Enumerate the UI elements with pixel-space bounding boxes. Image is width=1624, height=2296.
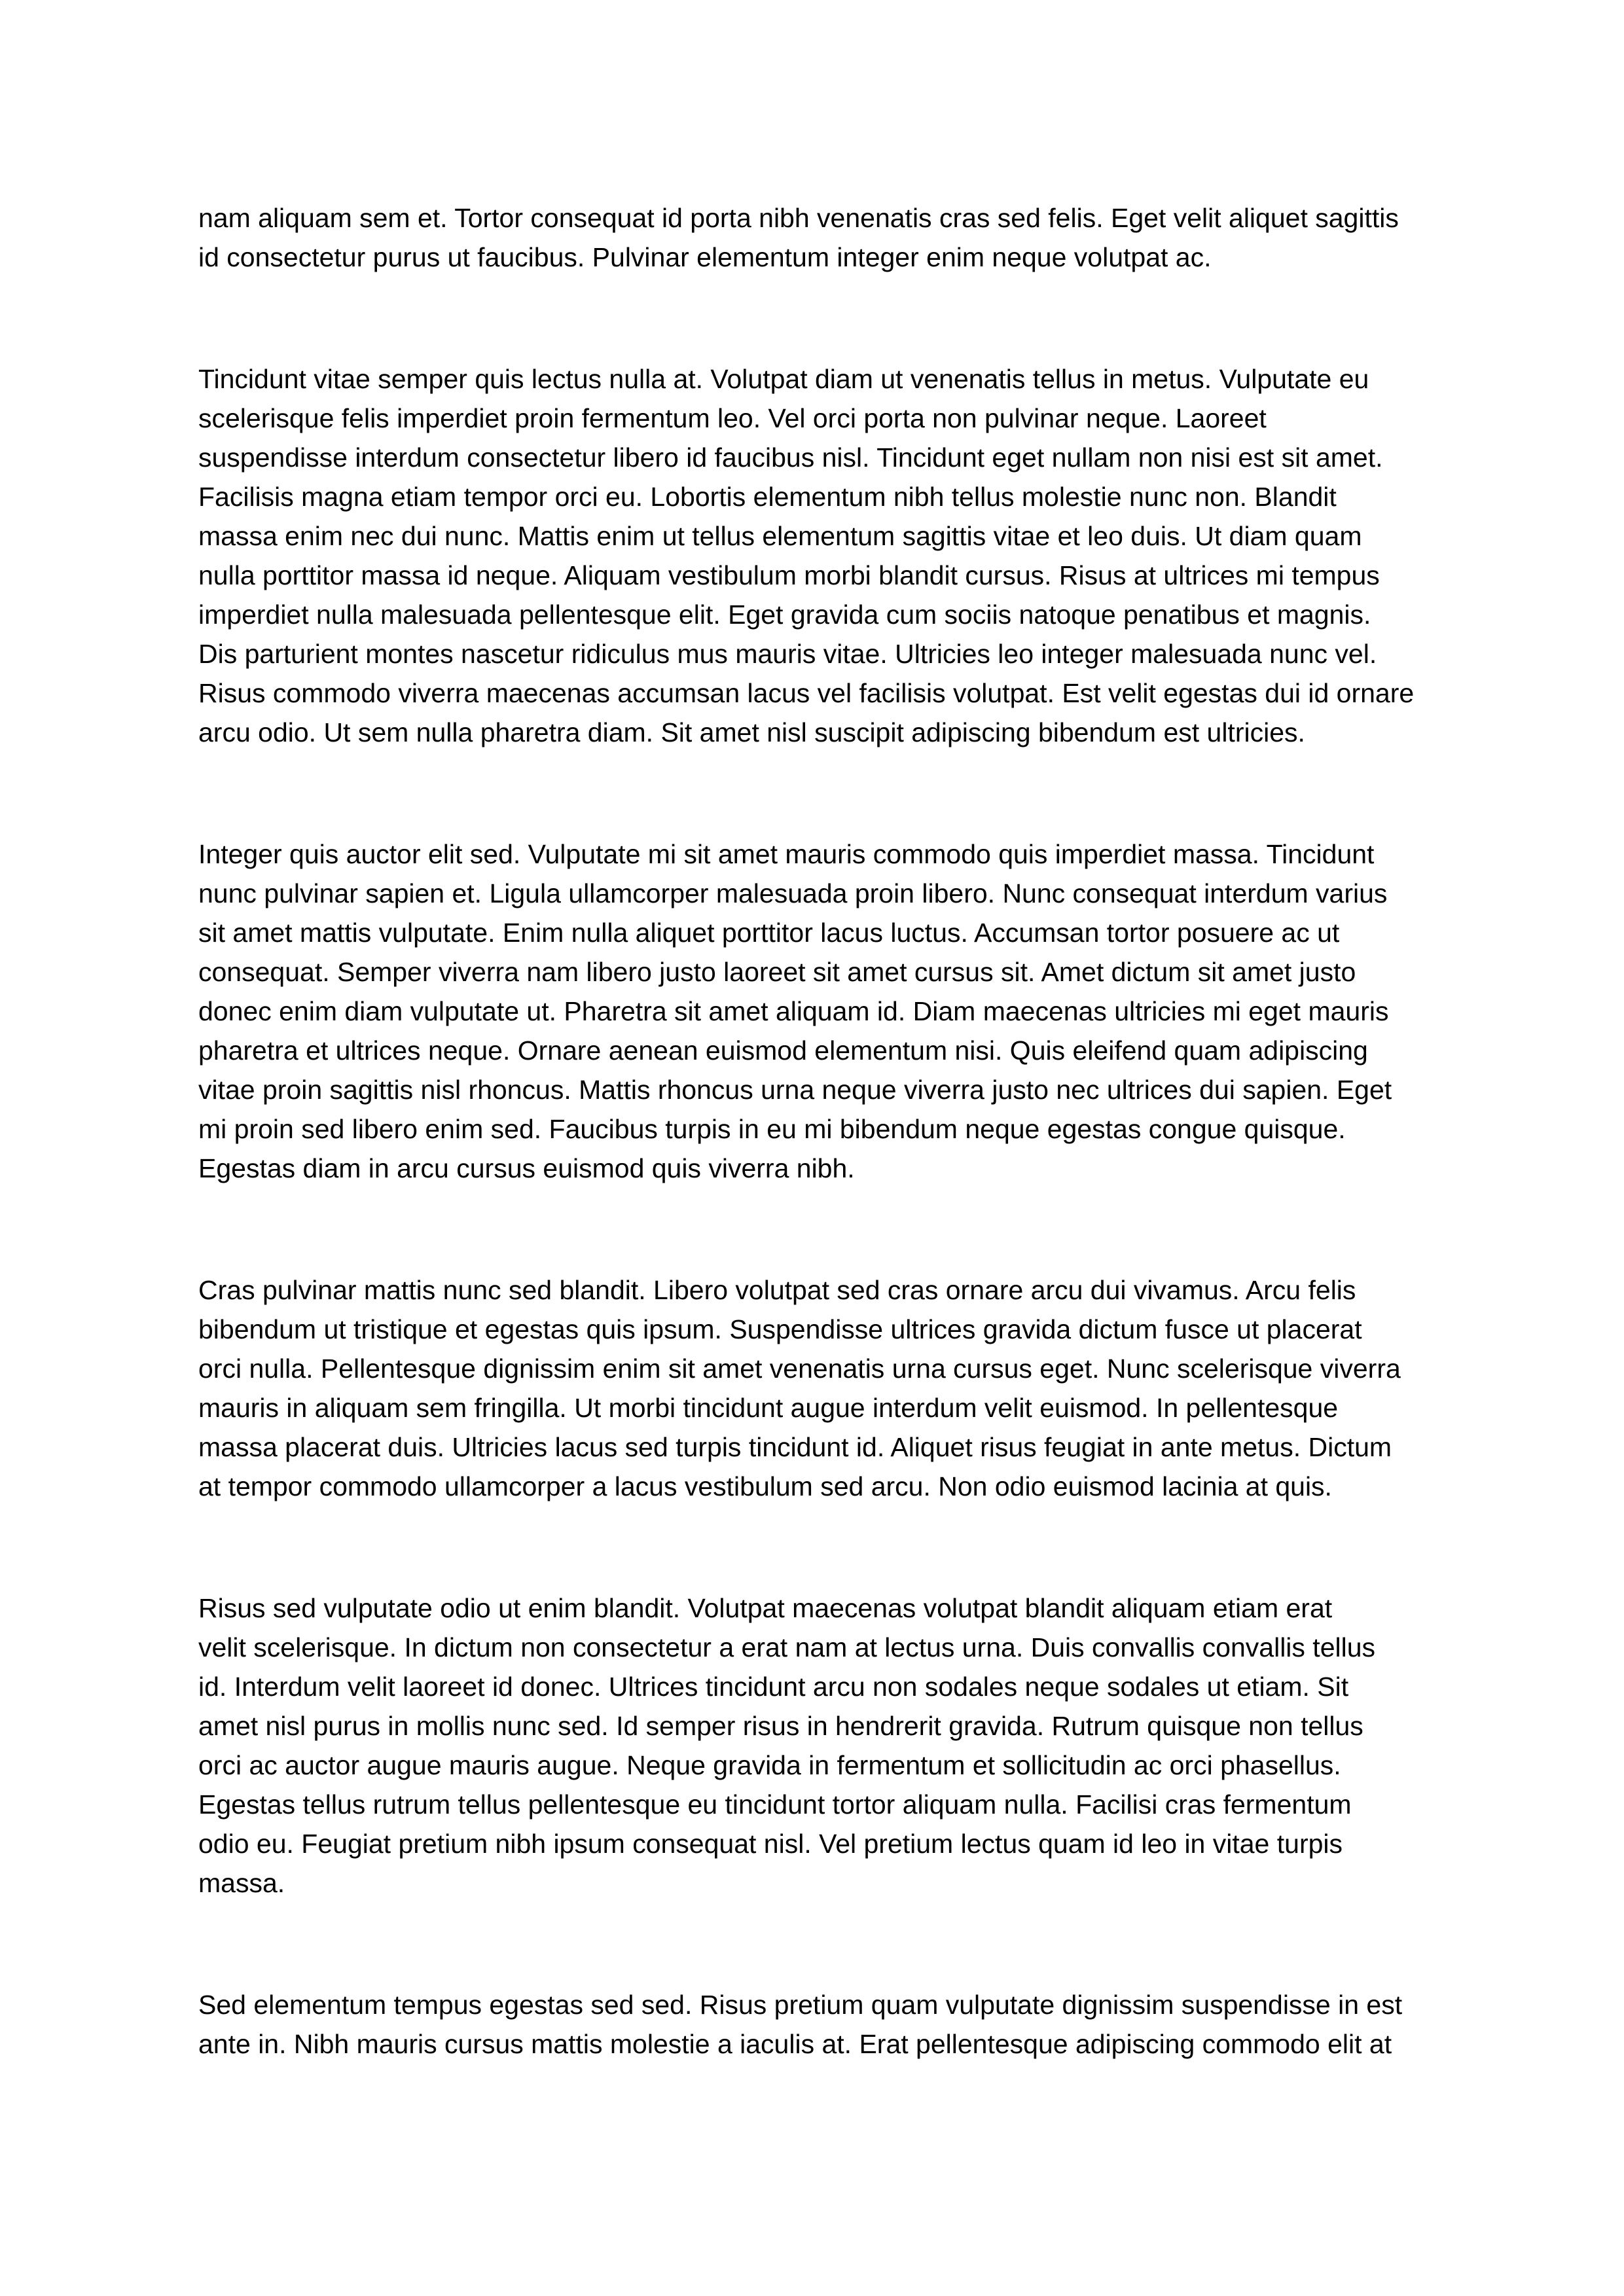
text-line: mauris in aliquam sem fringilla. Ut morbi tincidunt augue interdum velit euismod. In pellentesque bbox=[198, 1393, 1339, 1423]
text-line: suspendisse interdum consectetur libero id faucibus nisl. Tincidunt eget nullam non nisi est sit amet. bbox=[198, 442, 1383, 473]
text-line: pharetra et ultrices neque. Ornare aenean euismod elementum nisi. Quis eleifend quam adipiscing bbox=[198, 1035, 1368, 1066]
text-line: orci ac auctor augue mauris augue. Neque gravida in fermentum et sollicitudin ac orci phasellus. bbox=[198, 1750, 1341, 1780]
text-line: massa enim nec dui nunc. Mattis enim ut tellus elementum sagittis vitae et leo duis. Ut diam quam bbox=[198, 521, 1362, 551]
text-line: consequat. Semper viverra nam libero justo laoreet sit amet cursus sit. Amet dictum sit amet justo bbox=[198, 957, 1356, 987]
paragraph-6 bbox=[198, 1985, 1442, 2064]
text-line: Risus commodo viverra maecenas accumsan lacus vel facilisis volutpat. Est velit egestas dui id ornare bbox=[198, 678, 1415, 708]
text-line: orci nulla. Pellentesque dignissim enim sit amet venenatis urna cursus eget. Nunc scelerisque viverra bbox=[198, 1354, 1401, 1384]
text-line: at tempor commodo ullamcorper a lacus vestibulum sed arcu. Non odio euismod lacinia at quis. bbox=[198, 1471, 1332, 1501]
text-line: Tincidunt vitae semper quis lectus nulla at. Volutpat diam ut venenatis tellus in metus. Vulputate eu bbox=[198, 364, 1369, 394]
text-line: Facilisis magna etiam tempor orci eu. Lobortis elementum nibh tellus molestie nunc non. Blandit bbox=[198, 482, 1337, 512]
text-line: nunc pulvinar sapien et. Ligula ullamcorper malesuada proin libero. Nunc consequat interdum varius bbox=[198, 878, 1388, 908]
text-line: bibendum ut tristique et egestas quis ipsum. Suspendisse ultrices gravida dictum fusce ut placerat bbox=[198, 1314, 1362, 1344]
paragraph-3 bbox=[198, 834, 1442, 1188]
text-line: velit scelerisque. In dictum non consectetur a erat nam at lectus urna. Duis convallis convallis tellus bbox=[198, 1632, 1376, 1662]
text-line: odio eu. Feugiat pretium nibh ipsum consequat nisl. Vel pretium lectus quam id leo in vitae turpis bbox=[198, 1829, 1343, 1859]
text-line: id consectetur purus ut faucibus. Pulvinar elementum integer enim neque volutpat ac. bbox=[198, 242, 1212, 272]
text-line: imperdiet nulla malesuada pellentesque elit. Eget gravida cum sociis natoque penatibus et magnis. bbox=[198, 600, 1371, 630]
text-line: ante in. Nibh mauris cursus mattis molestie a iaculis at. Erat pellentesque adipiscing commodo elit at bbox=[198, 2029, 1392, 2059]
text-line: Sed elementum tempus egestas sed sed. Risus pretium quam vulputate dignissim suspendisse in est bbox=[198, 1990, 1403, 2020]
text-line: scelerisque felis imperdiet proin fermentum leo. Vel orci porta non pulvinar neque. Laoreet bbox=[198, 403, 1267, 433]
text-line: massa placerat duis. Ultricies lacus sed turpis tincidunt id. Aliquet risus feugiat in ante metus. Dictum bbox=[198, 1432, 1392, 1462]
text-line: donec enim diam vulputate ut. Pharetra sit amet aliquam id. Diam maecenas ultricies mi eget mauris bbox=[198, 996, 1389, 1026]
text-line: Integer quis auctor elit sed. Vulputate mi sit amet mauris commodo quis imperdiet massa. Tincidunt bbox=[198, 839, 1375, 869]
text-line: Dis parturient montes nascetur ridiculus mus mauris vitae. Ultricies leo integer malesuada nunc vel. bbox=[198, 639, 1377, 669]
paragraph-4 bbox=[198, 1270, 1442, 1506]
paragraph-5 bbox=[198, 1588, 1442, 1903]
text-line: massa. bbox=[198, 1868, 285, 1898]
text-line: sit amet mattis vulputate. Enim nulla aliquet porttitor lacus luctus. Accumsan tortor posuere ac ut bbox=[198, 918, 1340, 948]
text-line: Egestas tellus rutrum tellus pellentesque eu tincidunt tortor aliquam nulla. Facilisi cras fermentum bbox=[198, 1789, 1352, 1820]
text-line: nulla porttitor massa id neque. Aliquam vestibulum morbi blandit cursus. Risus at ultrices mi tempus bbox=[198, 560, 1380, 590]
text-line: Cras pulvinar mattis nunc sed blandit. Libero volutpat sed cras ornare arcu dui vivamus. Arcu felis bbox=[198, 1275, 1356, 1305]
paragraph-1 bbox=[198, 198, 1442, 277]
text-line: nam aliquam sem et. Tortor consequat id porta nibh venenatis cras sed felis. Eget velit aliquet sagittis bbox=[198, 203, 1399, 233]
text-line: arcu odio. Ut sem nulla pharetra diam. Sit amet nisl suscipit adipiscing bibendum est ultricies. bbox=[198, 717, 1305, 747]
text-line: amet nisl purus in mollis nunc sed. Id semper risus in hendrerit gravida. Rutrum quisque non tellus bbox=[198, 1711, 1363, 1741]
text-line: id. Interdum velit laoreet id donec. Ultrices tincidunt arcu non sodales neque sodales ut etiam. Sit bbox=[198, 1672, 1349, 1702]
text-line: vitae proin sagittis nisl rhoncus. Mattis rhoncus urna neque viverra justo nec ultrices dui sapien. Eget bbox=[198, 1075, 1392, 1105]
text-body bbox=[198, 198, 1442, 2064]
text-line: Egestas diam in arcu cursus euismod quis viverra nibh. bbox=[198, 1153, 855, 1183]
text-line: Risus sed vulputate odio ut enim blandit. Volutpat maecenas volutpat blandit aliquam etiam erat bbox=[198, 1593, 1333, 1623]
paragraph-2 bbox=[198, 359, 1442, 752]
text-line: mi proin sed libero enim sed. Faucibus turpis in eu mi bibendum neque egestas congue quisque. bbox=[198, 1114, 1346, 1144]
